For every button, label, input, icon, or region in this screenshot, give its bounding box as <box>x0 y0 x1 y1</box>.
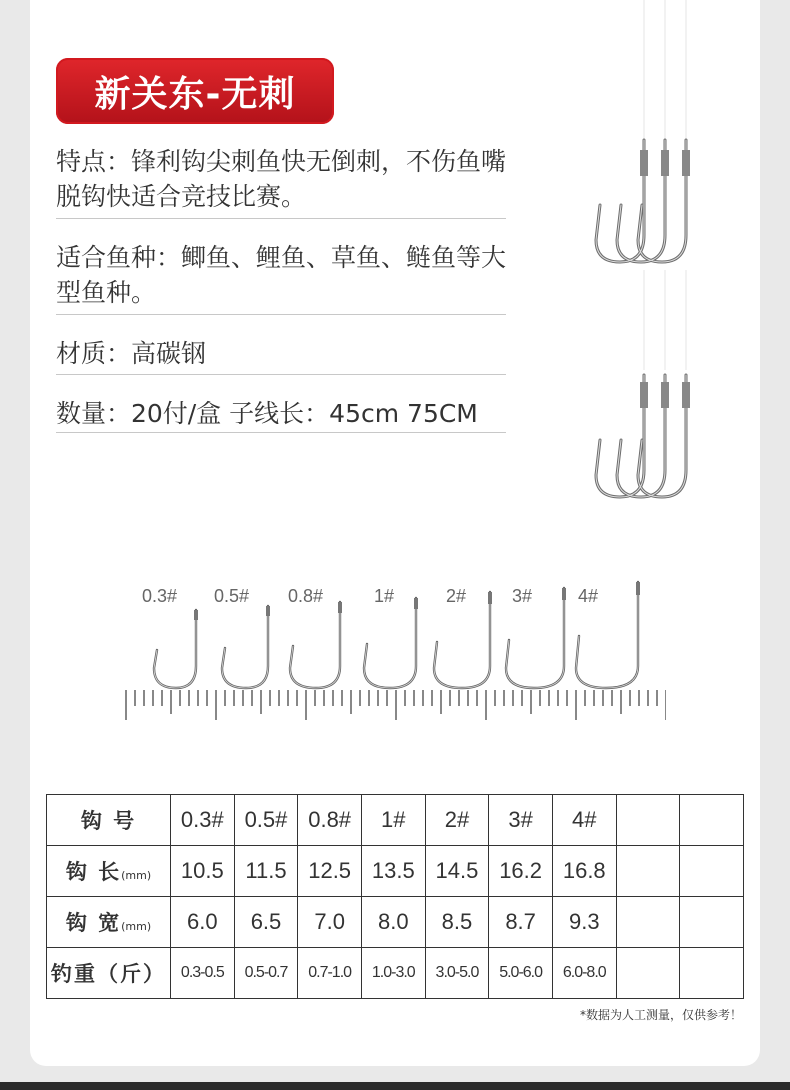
hook-size-lineup <box>140 570 660 694</box>
spec-cell: 1# <box>361 795 425 846</box>
spec-cell: 16.8 <box>552 846 616 897</box>
spec-row <box>47 846 744 897</box>
hook-size-label: 0.5# <box>214 586 250 606</box>
spec-cell: 12.5 <box>298 846 362 897</box>
spec-cell: 11.5 <box>234 846 298 897</box>
spec-cell: 5.0-6.0 <box>489 948 553 999</box>
spec-label-text: 钩 号 <box>80 809 137 833</box>
divider <box>56 374 506 375</box>
spec-cell: 8.5 <box>425 897 489 948</box>
spec-cell: 0.8# <box>298 795 362 846</box>
spec-cell: 0.5# <box>234 795 298 846</box>
spec-cell: 0.3-0.5 <box>171 948 235 999</box>
spec-cell: 1.0-3.0 <box>361 948 425 999</box>
spec-cell: 2# <box>425 795 489 846</box>
spec-row <box>47 795 744 846</box>
hook-product-image <box>560 0 710 520</box>
spec-cell: 0.7-1.0 <box>298 948 362 999</box>
spec-cell: 0.3# <box>171 795 235 846</box>
spec-cell <box>680 795 744 846</box>
spec-row-label <box>47 846 171 897</box>
spec-row <box>47 897 744 948</box>
spec-cell: 3# <box>489 795 553 846</box>
spec-cell: 13.5 <box>361 846 425 897</box>
spec-label-text: 钩 宽 <box>65 911 122 935</box>
spec-cell <box>680 846 744 897</box>
spec-row-label <box>47 795 171 846</box>
spec-cell: 6.5 <box>234 897 298 948</box>
spec-cell: 3.0-5.0 <box>425 948 489 999</box>
spec-cell <box>616 846 680 897</box>
product-title-badge: 新关东-无刺 <box>56 58 334 124</box>
hook-size-label: 2# <box>446 586 467 606</box>
spec-row <box>47 948 744 999</box>
spec-cell: 16.2 <box>489 846 553 897</box>
spec-cell: 4# <box>552 795 616 846</box>
feature-highlights: 特点：锋利钩尖刺鱼快无倒刺，不伤鱼嘴脱钩快适合竞技比赛。 <box>56 147 507 211</box>
spec-cell: 0.5-0.7 <box>234 948 298 999</box>
bottom-bar <box>0 1082 790 1090</box>
spec-cell: 6.0-8.0 <box>552 948 616 999</box>
spec-label-text: 钩 长 <box>65 860 122 884</box>
spec-cell: 6.0 <box>171 897 235 948</box>
spec-unit: (mm) <box>121 869 152 882</box>
divider <box>56 314 506 315</box>
feature-fish-species: 适合鱼种：鲫鱼、鲤鱼、草鱼、鲢鱼等大型鱼种。 <box>56 243 507 307</box>
spec-cell <box>616 795 680 846</box>
hook-size-label: 0.3# <box>142 586 178 606</box>
feature-quantity: 数量：20付/盒 子线长：45cm 75CM <box>56 399 478 428</box>
spec-cell: 8.7 <box>489 897 553 948</box>
divider <box>56 218 506 219</box>
hook-size-label: 4# <box>578 586 599 606</box>
spec-table <box>46 794 744 999</box>
spec-cell: 14.5 <box>425 846 489 897</box>
spec-unit: (mm) <box>121 920 152 933</box>
measurement-note: *数据为人工测量，仅供参考！ <box>579 1008 742 1022</box>
spec-cell <box>616 897 680 948</box>
divider <box>56 432 506 433</box>
hook-size-label: 3# <box>512 586 533 606</box>
spec-cell <box>616 948 680 999</box>
spec-row-label <box>47 897 171 948</box>
feature-material: 材质：高碳钢 <box>56 339 207 368</box>
spec-cell <box>680 948 744 999</box>
spec-cell: 7.0 <box>298 897 362 948</box>
hook-size-label: 0.8# <box>288 586 324 606</box>
spec-cell: 10.5 <box>171 846 235 897</box>
measuring-ruler <box>124 688 666 724</box>
spec-cell <box>680 897 744 948</box>
spec-row-label <box>47 948 171 999</box>
spec-cell: 8.0 <box>361 897 425 948</box>
hook-size-label: 1# <box>374 586 395 606</box>
spec-label-text: 钓重（斤） <box>51 962 166 986</box>
spec-cell: 9.3 <box>552 897 616 948</box>
